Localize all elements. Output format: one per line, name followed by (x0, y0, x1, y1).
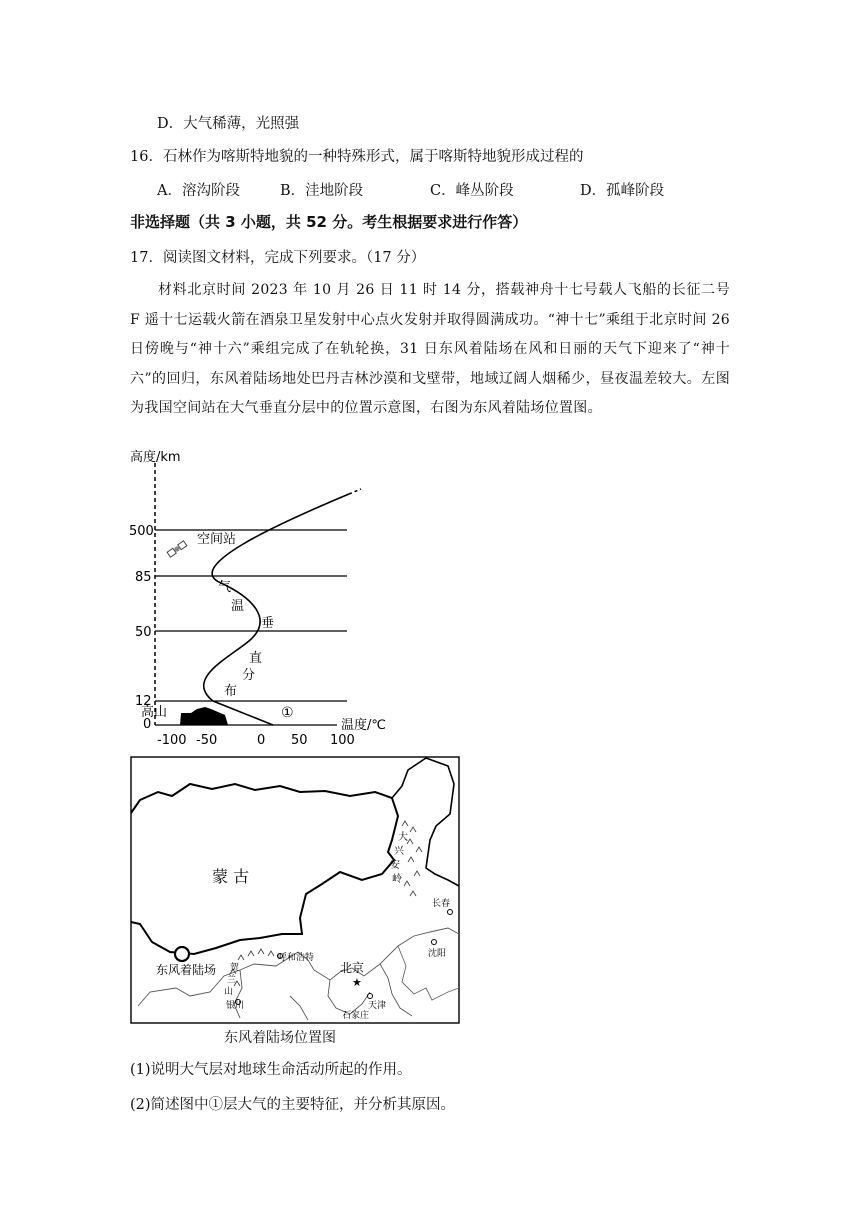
map-label-helan-3: 山 (224, 987, 234, 997)
layer-marker: ① (281, 705, 294, 721)
q15-option-d: D．大气稀薄，光照强 (157, 116, 300, 132)
section-heading: 非选择题（共 3 小题，共 52 分。考生根据要求进行作答） (130, 213, 528, 231)
map-label-daxinganling-4: 岭 (392, 874, 402, 885)
map-label-shenyang: 沈阳 (428, 949, 447, 959)
map-label-tianjin: 天津 (368, 1001, 387, 1011)
curve-label-wen: 温 (231, 599, 245, 614)
map-frame (131, 757, 459, 1023)
mountain-shape (180, 707, 228, 725)
q16-stem: 16．石林作为喀斯特地貌的一种特殊形式，属于喀斯特地貌形成过程的 (130, 149, 584, 165)
map-label-daxinganling-1: 大 (398, 832, 408, 843)
map-label-beijing: 北京 (340, 961, 365, 975)
y-tick-50: 50 (135, 625, 152, 640)
q16-option-c: C．峰丛阶段 (430, 183, 514, 199)
q17-sub2: (2)简述图中①层大气的主要特征，并分析其原因。 (130, 1097, 456, 1113)
x-tick-minus50: -50 (196, 733, 218, 747)
map-label-yinchuan: 银川 (226, 1001, 245, 1011)
q17-material: 材料北京时间 2023 年 10 月 26 日 11 时 14 分，搭载神舟十七号载人飞船的长征二号 F 遥十七运载火箭在酒泉卫星发射中心点火发射并取得圆满成功。“神十七”乘组于北京时间 26 日傍晚与“神十六”乘组完成了在轨轮换，31 日东风着陆场在风和日丽的天气下迎来了“神十六”的回归，东风着陆场地处巴丹吉林沙漠和戈壁带，地域辽阔人烟稀少，昼夜温差较大。左图为我国空间站在大气垂直分层中的位置示意图，右图为东风着陆场位置图。 (130, 282, 730, 417)
q16-option-b: B．洼地阶段 (280, 183, 364, 199)
y-tick-85: 85 (135, 570, 152, 585)
map-label-hohhot: 呼和浩特 (278, 953, 315, 963)
map-label-daxinganling-3: 安 (390, 860, 400, 871)
curve-label-zhi: 直 (249, 651, 263, 666)
map-label-changchun: 长春 (432, 899, 451, 909)
q16-option-a: A．溶沟阶段 (157, 183, 240, 199)
curve-label-chui: 垂 (261, 616, 275, 631)
q17-sub1: (1)说明大气层对地球生命活动所起的作用。 (130, 1062, 412, 1078)
dongfeng-landing-marker (175, 947, 189, 961)
space-station-label: 空间站 (197, 532, 237, 547)
map-caption: 东风着陆场位置图 (224, 1030, 336, 1046)
satellite-icon (167, 541, 187, 557)
map-label-helan-2: 兰 (227, 975, 237, 985)
curve-label-qi: 气 (218, 580, 232, 595)
y-tick-12: 12 (135, 694, 152, 709)
map-label-helan-1: 贺 (230, 963, 240, 973)
map-label-shijiazhuang: 石家庄 (342, 1011, 370, 1021)
map-label-mongolia: 蒙 古 (212, 867, 250, 886)
location-map (130, 756, 460, 1024)
q16-option-d: D．孤峰阶段 (580, 183, 665, 199)
y-tick-0: 0 (143, 717, 152, 732)
y-axis-label: 高度/km (130, 450, 181, 465)
x-tick-100: 100 (330, 733, 355, 747)
y-tick-500: 500 (129, 524, 154, 539)
beijing-star-icon: ★ (352, 976, 362, 989)
x-tick-50: 50 (291, 733, 308, 747)
x-tick-0: 0 (257, 733, 266, 747)
temperature-curve-dashed (349, 489, 361, 494)
map-label-dongfeng: 东风着陆场 (156, 963, 217, 977)
q17-stem: 17．阅读图文材料，完成下列要求。（17 分） (130, 250, 426, 266)
atmosphere-diagram (125, 447, 425, 747)
mountain-label: 高山 (141, 705, 168, 720)
map-label-daxinganling-2: 兴 (394, 846, 404, 857)
x-tick-minus100: -100 (157, 733, 187, 747)
curve-label-bu: 布 (224, 684, 238, 699)
x-axis-label: 温度/℃ (341, 718, 386, 733)
curve-label-fen: 分 (242, 668, 256, 683)
